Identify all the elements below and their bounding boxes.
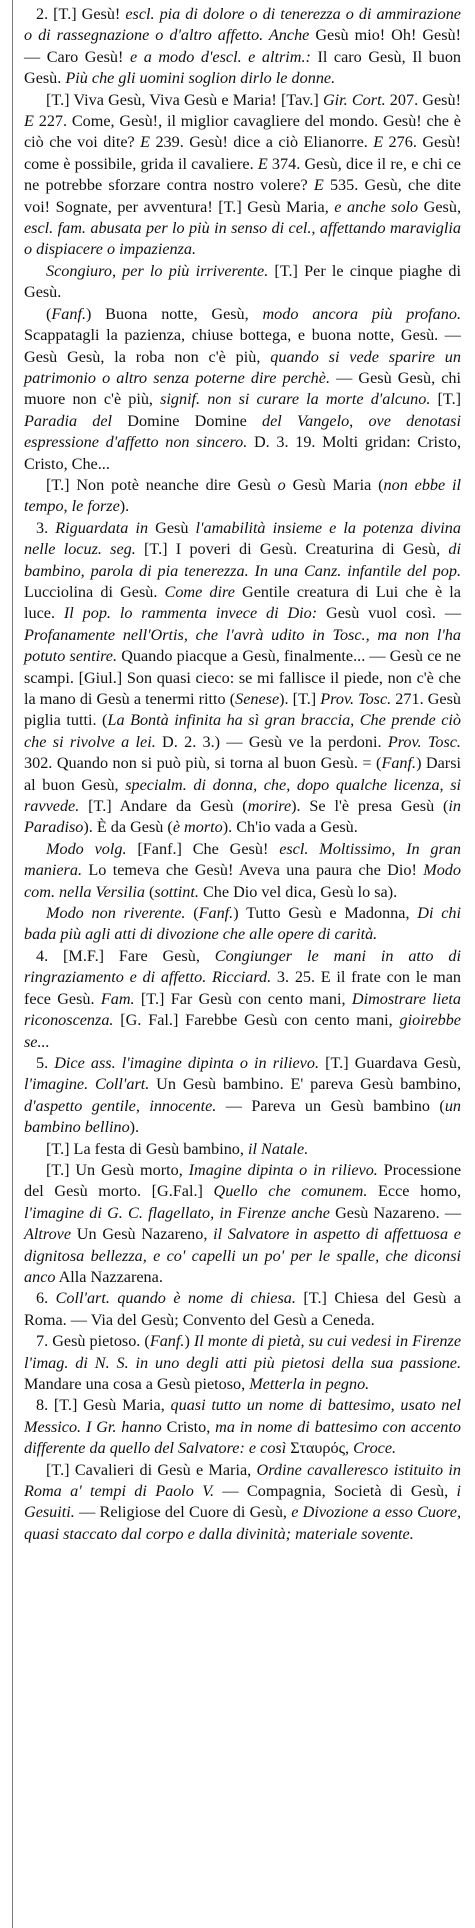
- text-segment: del Vangelo, ove denotasi espressione d'affetto non sincero.: [24, 411, 461, 452]
- text-segment: D. 2. 3.) — Gesù ve la perdoni.: [155, 732, 388, 751]
- text-segment: Paradia del: [24, 411, 113, 430]
- text-segment: e a modo d'escl. e altrim.:: [129, 47, 311, 66]
- entry-paragraph: [24, 946, 461, 1053]
- text-segment: [T.] Andare da Gesù (: [79, 797, 248, 816]
- text-segment: Scappatagli la pazienza, chiuse bottega, e buona notte, Gesù. — Gesù Gesù, la roba non c'è più,: [24, 326, 461, 366]
- text-segment: l'imagine di G. C. flagellato, in Firenze anche: [24, 1203, 330, 1222]
- text-segment: i Gesuiti.: [24, 1482, 462, 1522]
- text-segment: [G. Fal.] Farebbe Gesù con cento mani,: [113, 1011, 400, 1030]
- text-segment: 227. Come, Gesù!, il miglior cavagliere del mondo. Gesù! che è ciò che voi dite?: [24, 112, 461, 152]
- text-segment: E: [140, 133, 151, 152]
- text-segment: [T.] Per le cinque piaghe di Gesù.: [24, 261, 461, 302]
- text-segment: ): [184, 1332, 194, 1351]
- text-segment: 5.: [36, 1053, 55, 1072]
- text-segment: quasi tutto un nome di battesimo, usato nel Messico. I Gr. hanno: [24, 1396, 462, 1436]
- entry-paragraph: [24, 1160, 461, 1288]
- text-segment: Altrove: [24, 1225, 72, 1244]
- text-segment: 535. Gesù, che dite voi! Sognate, per avventura! [T.] Gesù Maria,: [24, 176, 461, 216]
- text-segment: Metterla in pegno.: [249, 1375, 370, 1393]
- text-segment: Ordine cavalleresco istituito in Roma a' tempi di Paolo V.: [24, 1460, 461, 1501]
- text-segment: Gesù,: [418, 197, 461, 216]
- text-segment: l'amabilità insieme e la potenza divina nelle locuz. seg.: [24, 518, 461, 559]
- text-segment: — Compagnia, Società di Gesù,: [214, 1482, 457, 1501]
- text-segment: Gesù vuol così. —: [317, 604, 462, 623]
- text-segment: Cristo,: [161, 1417, 216, 1436]
- text-segment: ).: [119, 497, 130, 516]
- text-segment: Come dire: [164, 582, 235, 601]
- text-segment: 2. [T.] Gesù!: [36, 5, 126, 23]
- text-segment: (: [46, 304, 52, 323]
- text-segment: modo ancora più profano.: [262, 304, 461, 323]
- text-segment: 207. Gesù!: [385, 90, 461, 109]
- text-segment: Ecce homo,: [367, 1182, 461, 1201]
- text-segment: Lucciolina di Gesù.: [24, 582, 165, 601]
- text-segment: Il monte di pietà, su cui vedesi in Firenze l'imag. di N. S. in uno degli atti più pietosi della sua passione.: [24, 1332, 461, 1372]
- entry-paragraph: [24, 1395, 461, 1459]
- text-segment: 8. [T.] Gesù Maria,: [36, 1396, 171, 1415]
- text-segment: in Paradiso: [24, 797, 461, 837]
- text-segment: ) Buona notte, Gesù,: [86, 304, 263, 323]
- entry-paragraph: [24, 1288, 461, 1331]
- text-segment: ma in nome di battesimo con accento differente da quello del Salvatore: e così: [24, 1417, 461, 1458]
- text-segment: [T.] Viva Gesù, Viva Gesù e Maria! [Tav.]: [46, 90, 323, 109]
- text-segment: Lo temeva che Gesù! Aveva una paura che Dio!: [82, 861, 424, 880]
- text-segment: Profanamente nell'Ortis, che l'avrà udito in Tosc., ma non l'ha potuto sentire.: [24, 625, 461, 666]
- entry-paragraph: [24, 903, 461, 946]
- text-segment: morire: [247, 797, 292, 816]
- text-segment: Coll'art. quando è nome di chiesa.: [55, 1289, 296, 1308]
- text-segment: Modo volg.: [46, 839, 127, 858]
- text-segment: Di chi bada più agli atti di divozione che alle opere di carità.: [24, 904, 462, 944]
- text-segment: E: [373, 133, 384, 152]
- text-segment: (: [185, 904, 199, 923]
- text-segment: Gesù Nazareno. —: [329, 1203, 462, 1222]
- text-segment: Un Gesù Nazareno,: [71, 1225, 214, 1244]
- text-segment: [Fanf.] Che Gesù!: [126, 839, 280, 858]
- text-segment: Più che gli uomini soglion dirlo le donne.: [65, 69, 336, 88]
- text-segment: il Salvatore in aspetto di affettuosa e dignitosa bellezza, e co' capelli un po' per le spalle, che diconsi anco: [24, 1225, 461, 1286]
- text-segment: Il caro Gesù, Il buon Gesù.: [24, 47, 462, 88]
- text-segment: [T.] Chiesa del Gesù a Roma. — Via del Gesù; Convento del Gesù a Ceneda.: [24, 1289, 461, 1329]
- text-segment: escl. pia di dolore o di tenerezza o di ammirazione o di rassegnazione o d'altro affetto. Anche: [24, 5, 461, 45]
- text-segment: Gesù Maria (: [285, 475, 384, 494]
- text-segment: Riguardata in: [55, 518, 149, 537]
- text-segment: Dice ass. l'imagine dipinta o in rilievo.: [54, 1053, 320, 1072]
- entry-paragraph: [24, 304, 461, 475]
- text-segment: Mandare una cosa a Gesù pietoso,: [24, 1375, 250, 1393]
- dictionary-entry-text: [24, 4, 461, 1545]
- text-segment: [T.] Far Gesù con cento mani,: [134, 989, 352, 1008]
- text-segment: Congiunger le mani in atto di ringraziamento e di affetto. Ricciard.: [24, 946, 461, 987]
- text-segment: Modo non riverente.: [46, 904, 186, 923]
- text-segment: e anche solo: [334, 197, 419, 216]
- text-segment: 6.: [36, 1289, 56, 1308]
- text-segment: Imagine dipinta o in rilievo.: [188, 1160, 378, 1179]
- text-segment: escl. fam. abusata per lo più in senso di cel., affettando maraviglia o dispiacere o impazienza.: [24, 219, 461, 259]
- text-segment: ) Tutto Gesù e Madonna,: [233, 904, 418, 923]
- text-segment: D. 3. 19. Molti gridan: Cristo, Cristo, Che...: [24, 433, 461, 473]
- text-segment: Quello che comunem.: [213, 1182, 368, 1201]
- text-segment: [T.] Un Gesù morto,: [46, 1160, 189, 1179]
- text-segment: Quando piacque a Gesù, finalmente... — Gesù ce ne scampi. [Giul.] Son quasi cieco: se mi fallisce il piede, non c'è che la mano di Gesù a tenermi ritto (: [24, 647, 461, 708]
- text-segment: di bambino, parola di pia tenerezza. In una Canz. infantile del pop.: [24, 540, 461, 580]
- text-segment: E: [24, 112, 34, 131]
- text-segment: [T.]: [430, 390, 462, 409]
- text-segment: — Religiose del Cuore di Gesù,: [74, 1503, 292, 1522]
- text-segment: 239. Gesù! dice a ciò Elianorre.: [150, 133, 374, 152]
- text-segment: [T.] Non potè neanche dire Gesù: [46, 475, 278, 494]
- text-segment: Fanf.: [149, 1332, 185, 1351]
- entry-paragraph: [24, 261, 461, 304]
- text-segment: signif. non si curare la morte d'alcuno.: [160, 390, 431, 409]
- text-segment: l'imagine. Coll'art.: [24, 1075, 150, 1094]
- text-segment: Domine Domine: [112, 411, 263, 430]
- text-segment: Che Dio vel dica, Gesù lo sa).: [198, 882, 398, 901]
- text-segment: E: [313, 176, 324, 195]
- text-segment: è morto: [172, 818, 223, 837]
- text-segment: [T.] Guardava Gesù,: [319, 1053, 462, 1072]
- text-segment: — Gesù Gesù, chi muore non c'è più,: [24, 368, 462, 409]
- text-segment: Un Gesù bambino. E' pareva Gesù bambino,: [149, 1075, 461, 1094]
- entry-paragraph: [24, 518, 461, 839]
- text-segment: Alla Nazzarena.: [55, 1267, 163, 1286]
- entry-paragraph: [24, 1331, 461, 1395]
- text-segment: Gesù: [148, 518, 196, 537]
- text-segment: il Natale.: [247, 1139, 309, 1158]
- text-segment: Modo com. nella Versilia: [24, 861, 461, 901]
- text-segment: Gir. Cort.: [322, 90, 386, 109]
- text-segment: ). È da Gesù (: [83, 818, 173, 837]
- text-segment: gioirebbe se...: [24, 1011, 461, 1051]
- text-segment: ). Ch'io vada a Gesù.: [222, 818, 358, 837]
- text-segment: [T.] La festa di Gesù bambino,: [46, 1139, 248, 1158]
- text-segment: Il pop. lo rammenta invece di Dio:: [63, 604, 318, 623]
- entry-paragraph: [24, 475, 461, 518]
- entry-paragraph: [24, 1053, 461, 1139]
- text-segment: o: [277, 475, 286, 494]
- text-segment: La Bontà infinita ha sì gran braccia, Che prende ciò che si rivolve a lei.: [24, 711, 462, 751]
- text-segment: specialm. di donna, che, dopo qualche licenza, si ravvede.: [24, 775, 461, 816]
- text-segment: Scongiuro, per lo più irriverente.: [46, 261, 269, 280]
- text-segment: 374. Gesù, dice il re, e chi ce ne potrebbe sforzare contra nostro volere?: [24, 154, 461, 195]
- text-segment: Gesù mio! Oh! Gesù! — Caro Gesù!: [24, 26, 461, 66]
- text-segment: Fanf.: [198, 904, 234, 923]
- text-segment: — Pareva un Gesù bambino (: [216, 1096, 445, 1115]
- text-segment: 3. 25. E il frate con le man fece Gesù.: [24, 968, 461, 1008]
- text-segment: d'aspetto gentile, innocente.: [24, 1096, 217, 1115]
- text-segment: e Divozione a esso Cuore, quasi staccato dal corpo e dalla divinità; materiale sovente.: [24, 1503, 461, 1543]
- text-segment: Fam.: [100, 989, 135, 1008]
- text-segment: quando si vede sparire un patrimonio o altro senza poterne dire perchè.: [24, 347, 461, 387]
- text-segment: ). [T.]: [279, 690, 321, 708]
- text-segment: [T.] Cavalieri di Gesù e Maria,: [46, 1460, 257, 1479]
- text-segment: E: [257, 154, 268, 173]
- text-segment: (: [144, 882, 155, 901]
- entry-paragraph: [24, 4, 461, 90]
- text-segment: 271. Gesù piglia tutti. (: [24, 690, 461, 730]
- text-segment: ).: [129, 1118, 140, 1137]
- text-segment: 3.: [36, 518, 56, 537]
- text-segment: Σταυρός,: [286, 1439, 354, 1458]
- entry-paragraph: [24, 1460, 461, 1546]
- text-segment: ) Darsi al buon Gesù,: [24, 754, 461, 794]
- column-rule: [12, 0, 13, 1928]
- text-segment: Senese: [235, 690, 280, 708]
- text-segment: 302. Quando non si può più, si torna al buon Gesù. = (: [24, 754, 382, 773]
- text-segment: Gentile creatura di Lui che è la luce.: [24, 582, 461, 623]
- entry-paragraph: [24, 839, 461, 903]
- entry-paragraph: [24, 90, 461, 261]
- text-segment: Croce.: [353, 1439, 397, 1458]
- text-segment: un bambino bellino: [24, 1096, 461, 1137]
- text-segment: 4. [M.F.] Fare Gesù,: [36, 946, 215, 965]
- text-segment: Dimostrare lieta riconoscenza.: [24, 989, 461, 1030]
- text-segment: ). Se l'è presa Gesù (: [291, 797, 449, 816]
- text-segment: Prov. Tosc.: [387, 732, 461, 751]
- text-segment: escl. Moltissimo, In gran maniera.: [24, 839, 462, 880]
- text-segment: non ebbe il tempo, le forze: [24, 475, 462, 516]
- text-segment: 276. Gesù! come è possibile, grida il cavaliere.: [24, 133, 461, 173]
- entry-paragraph: [24, 1139, 461, 1160]
- text-segment: Prov. Tosc.: [320, 690, 392, 708]
- text-segment: sottint.: [154, 882, 199, 901]
- text-segment: Fanf.: [51, 304, 87, 323]
- text-segment: 7. Gesù pietoso. (: [36, 1332, 150, 1351]
- text-segment: Processione del Gesù morto. [G.Fal.]: [24, 1160, 462, 1201]
- text-segment: Fanf.: [381, 754, 417, 773]
- text-segment: [T.] I poveri di Gesù. Creaturina di Gesù,: [135, 540, 449, 559]
